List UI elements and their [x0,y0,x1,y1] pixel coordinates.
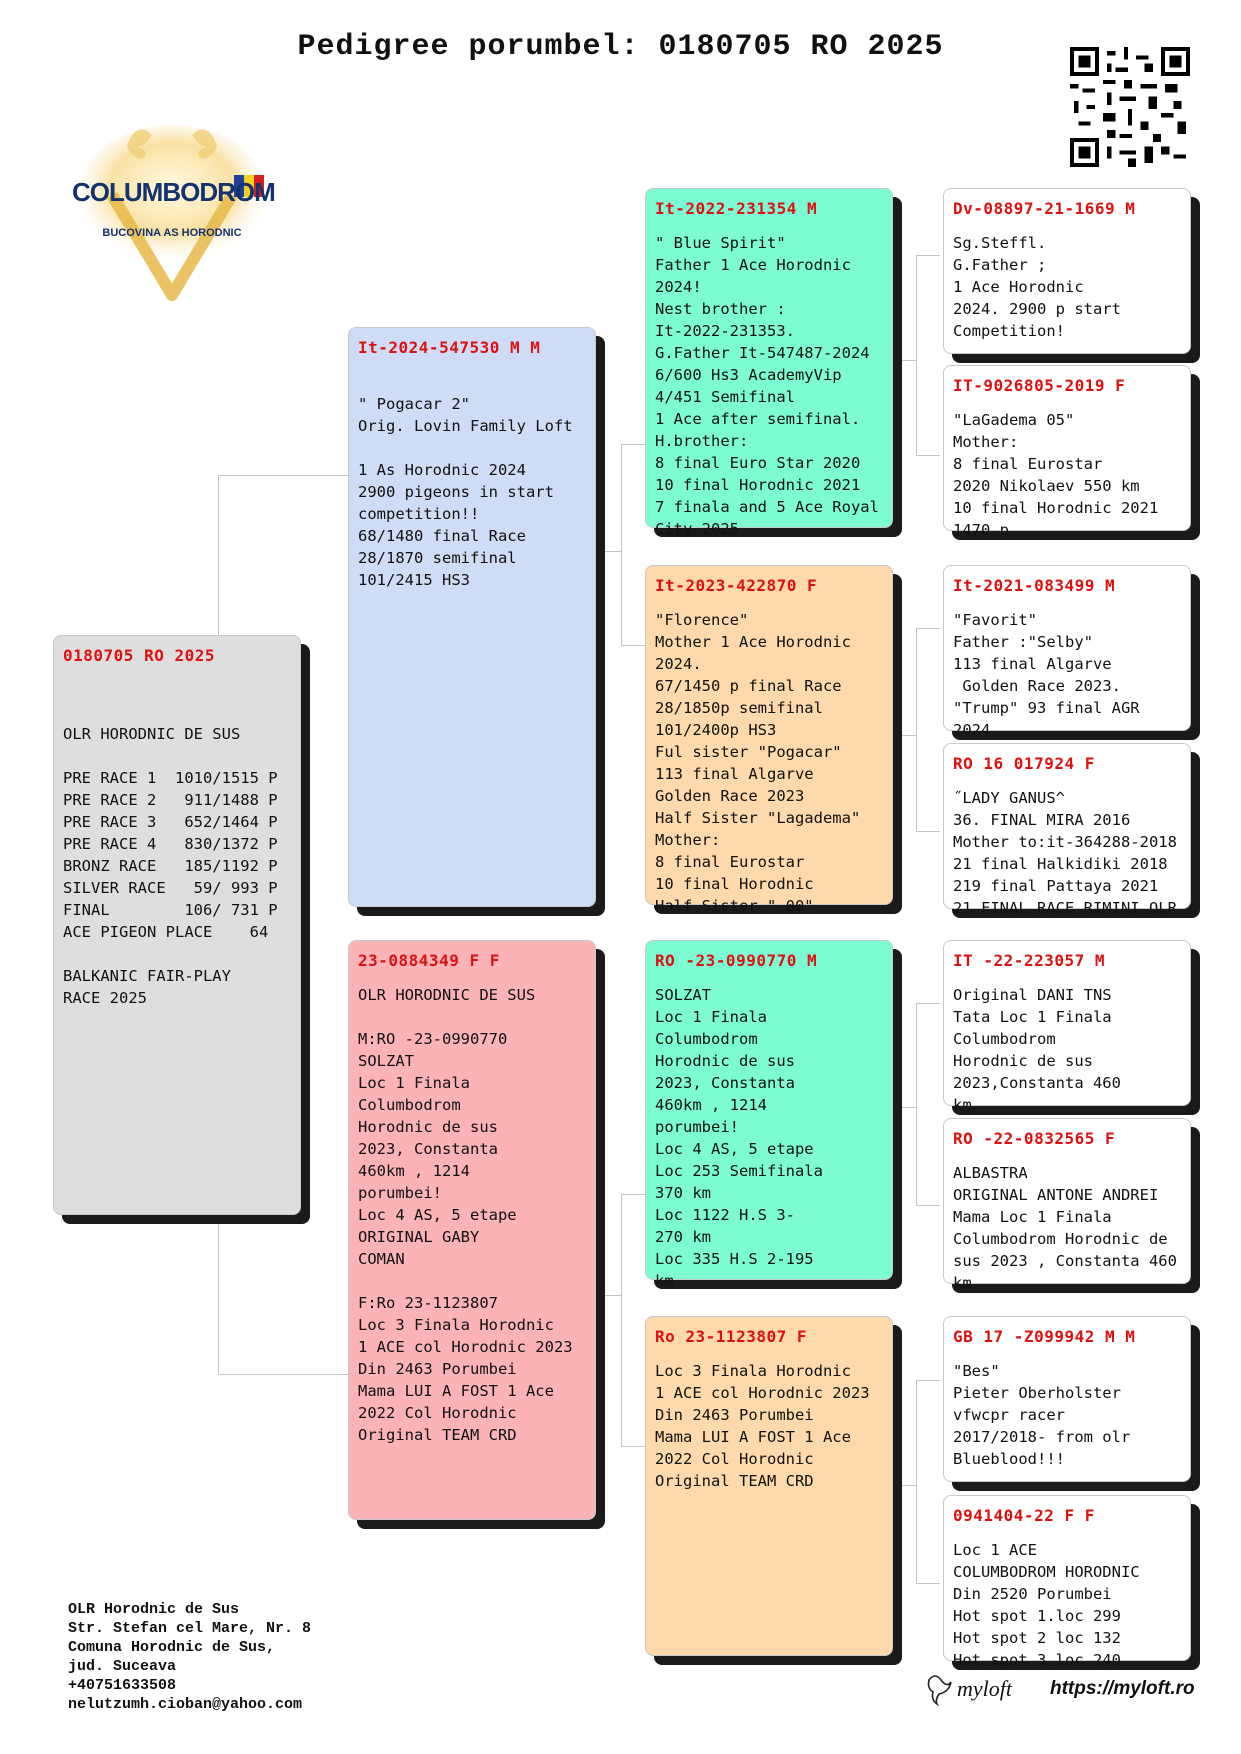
connector-line [916,1380,940,1381]
pigeon-card-sire[interactable] [348,327,596,907]
ring-number: Ro 23-1123807 F [655,1327,807,1346]
breeder-address: OLR Horodnic de Sus Str. Stefan cel Mare, Nr. 8 Comuna Horodnic de Sus, jud. Suceava +40751633508 nelutzumh.cioban@yahoo.com [68,1601,312,1713]
pigeon-card-dam-sire-sire[interactable] [943,940,1191,1114]
pigeon-card-sire-dam-dam[interactable] [943,743,1191,917]
ring-number: 0941404-22 F F [953,1506,1095,1525]
pigeon-notes: Loc 1 ACE COLUMBODROM HORODNIC Din 2520 Porumbei Hot spot 1.loc 299 Hot spot 2 loc 132 Hot spot 3 loc 240 [953,1541,1140,1669]
connector-line [916,831,940,832]
connector-line [916,255,940,256]
connector-line [621,1446,645,1447]
connector-line [896,735,916,736]
connector-line [916,1003,940,1004]
pigeon-card-sire-sire-sire[interactable] [943,188,1191,354]
ring-number: 0180705 RO 2025 [63,646,215,665]
ring-number: GB 17 -Z099942 M M [953,1327,1136,1346]
connector-line [916,628,940,629]
myloft-logo[interactable] [925,1670,1025,1710]
connector-line [916,628,917,831]
pigeon-card-sire-dam[interactable] [645,565,893,915]
connector-line [218,1215,219,1375]
ring-number: RO -23-0990770 M [655,951,818,970]
pigeon-notes: " Blue Spirit" Father 1 Ace Horodnic 2024! Nest brother : It-2022-231353. G.Father It-547487-2024 6/600 Hs3 AcademyVip 4/451 Semifinal 1 Ace after semifinal. H.brother: 8 final Euro Star 2020 10 final Horodnic 2021 7 finala and 5 Ace Royal City 2025 [655,234,879,538]
pigeon-card-dam-sire-dam[interactable] [943,1118,1191,1292]
connector-line [218,1374,348,1375]
ring-number: RO 16 017924 F [953,754,1095,773]
club-logo [72,105,275,305]
connector-line [916,255,917,455]
pigeon-card-sire-sire[interactable] [645,188,893,538]
pigeon-notes: Loc 3 Finala Horodnic 1 ACE col Horodnic 2023 Din 2463 Porumbei Mama LUI A FOST 1 Ace 2022 Col Horodnic Original TEAM CRD [655,1362,870,1490]
pigeon-notes: ALBASTRA ORIGINAL ANTONE ANDREI Mama Loc 1 Finala Columbodrom Horodnic de sus 2023 , Constanta 460 km [953,1164,1177,1292]
pigeon-notes: "Favorit" Father :"Selby" 113 final Algarve Golden Race 2023. "Trump" 93 final AGR 2024 [953,611,1140,739]
pigeon-card-dam-dam[interactable] [645,1316,893,1656]
pigeon-notes: SOLZAT Loc 1 Finala Columbodrom Horodnic de sus 2023, Constanta 460km , 1214 porumbei! Loc 4 AS, 5 etape Loc 253 Semifinala 370 km Loc 1122 H.S 3- 270 km Loc 335 H.S 2-195 km [655,986,823,1290]
brand-name: myloft [957,1676,1012,1701]
pigeon-card-dam-dam-dam[interactable] [943,1495,1191,1669]
connector-line [621,645,645,646]
connector-line [916,1205,940,1206]
connector-line [916,1003,917,1205]
pigeon-notes: Sg.Steffl. G.Father ; 1 Ace Horodnic 2024. 2900 p start Competition! [953,234,1121,340]
pigeon-card-sire-dam-sire[interactable] [943,565,1191,739]
pigeon-card-dam-sire[interactable] [645,940,893,1290]
pigeon-notes: OLR HORODNIC DE SUS PRE RACE 1 1010/1515 P PRE RACE 2 911/1488 P PRE RACE 3 652/1464 P PRE RACE 4 830/1372 P BRONZ RACE 185/1192 P SILVER RACE 59/ 993 P FINAL 106/ 731 P ACE PIGEON PLACE 64 BALKANIC FAIR-PLAY RACE 2025 [63,725,278,1007]
connector-line [621,1194,622,1446]
connector-line [621,444,622,645]
pigeon-notes: ˝LADY GANUS^ 36. FINAL MIRA 2016 Mother to:it-364288-2018 21 final Halkidiki 2018 219 final Pattaya 2021 21 FINAL RACE RIMINI OLR [953,789,1177,917]
page-title: Pedigree porumbel: 0180705 RO 2025 [297,30,944,64]
connector-line [601,1295,621,1296]
connector-line [896,1485,916,1486]
pigeon-card-sire-sire-dam[interactable] [943,365,1191,539]
connector-line [896,1107,916,1108]
pigeon-notes: " Pogacar 2" Orig. Lovin Family Loft 1 As Horodnic 2024 2900 pigeons in start competition!! 68/1480 final Race 28/1870 semifinal 101/2415 HS3 [358,395,573,589]
ring-number: It-2022-231354 M [655,199,818,218]
ring-number: IT-9026805-2019 F [953,376,1126,395]
connector-line [621,444,645,445]
connector-line [218,475,348,476]
logo-subtitle: BUCOVINA AS HORODNIC [102,227,242,239]
pigeon-notes: "Florence" Mother 1 Ace Horodnic 2024. 67/1450 p final Race 28/1850p semifinal 101/2400p HS3 Ful sister "Pogacar" 113 final Algarve Golden Race 2023 Half Sister "Lagadema" Mother: 8 final Eurostar 10 final Horodnic Half Sister " 00" [655,611,861,915]
ring-number: RO -22-0832565 F [953,1129,1116,1148]
connector-line [916,1380,917,1583]
ring-number: IT -22-223057 M [953,951,1105,970]
pigeon-card-subject[interactable] [53,635,301,1215]
pigeon-icon [925,1670,955,1704]
logo-name: COLUMBODROM [72,177,275,207]
pigeon-notes: "Bes" Pieter Oberholster vfwcpr racer 2017/2018- from olr Blueblood!!! [953,1362,1131,1468]
pigeon-notes: OLR HORODNIC DE SUS M:RO -23-0990770 SOLZAT Loc 1 Finala Columbodrom Horodnic de sus 2023, Constanta 460km , 1214 porumbei! Loc 4 AS, 5 etape ORIGINAL GABY COMAN F:Ro 23-1123807 Loc 3 Finala Horodnic 1 ACE col Horodnic 2023 Din 2463 Porumbei Mama LUI A FOST 1 Ace 2022 Col Horodnic Original TEAM CRD [358,986,573,1444]
pigeon-card-dam-dam-sire[interactable] [943,1316,1191,1482]
connector-line [916,1583,940,1584]
website-link[interactable]: https://myloft.ro [1050,1678,1195,1699]
connector-line [218,475,219,635]
ring-number: 23-0884349 F F [358,951,500,970]
ring-number: It-2024-547530 M M [358,338,541,357]
connector-line [896,360,916,361]
connector-line [601,551,621,552]
ring-number: It-2021-083499 M [953,576,1116,595]
ring-number: Dv-08897-21-1669 M [953,199,1136,218]
qr-code[interactable] [1070,47,1190,167]
ring-number: It-2023-422870 F [655,576,818,595]
connector-line [621,1194,645,1195]
qr-code-icon [1070,47,1190,167]
connector-line [916,455,940,456]
pigeon-card-dam[interactable] [348,940,596,1520]
pigeon-notes: "LaGadema 05" Mother: 8 final Eurostar 2020 Nikolaev 550 km 10 final Horodnic 2021 1470 p [953,411,1159,539]
pigeon-notes: Original DANI TNS Tata Loc 1 Finala Columbodrom Horodnic de sus 2023,Constanta 460 km [953,986,1121,1114]
